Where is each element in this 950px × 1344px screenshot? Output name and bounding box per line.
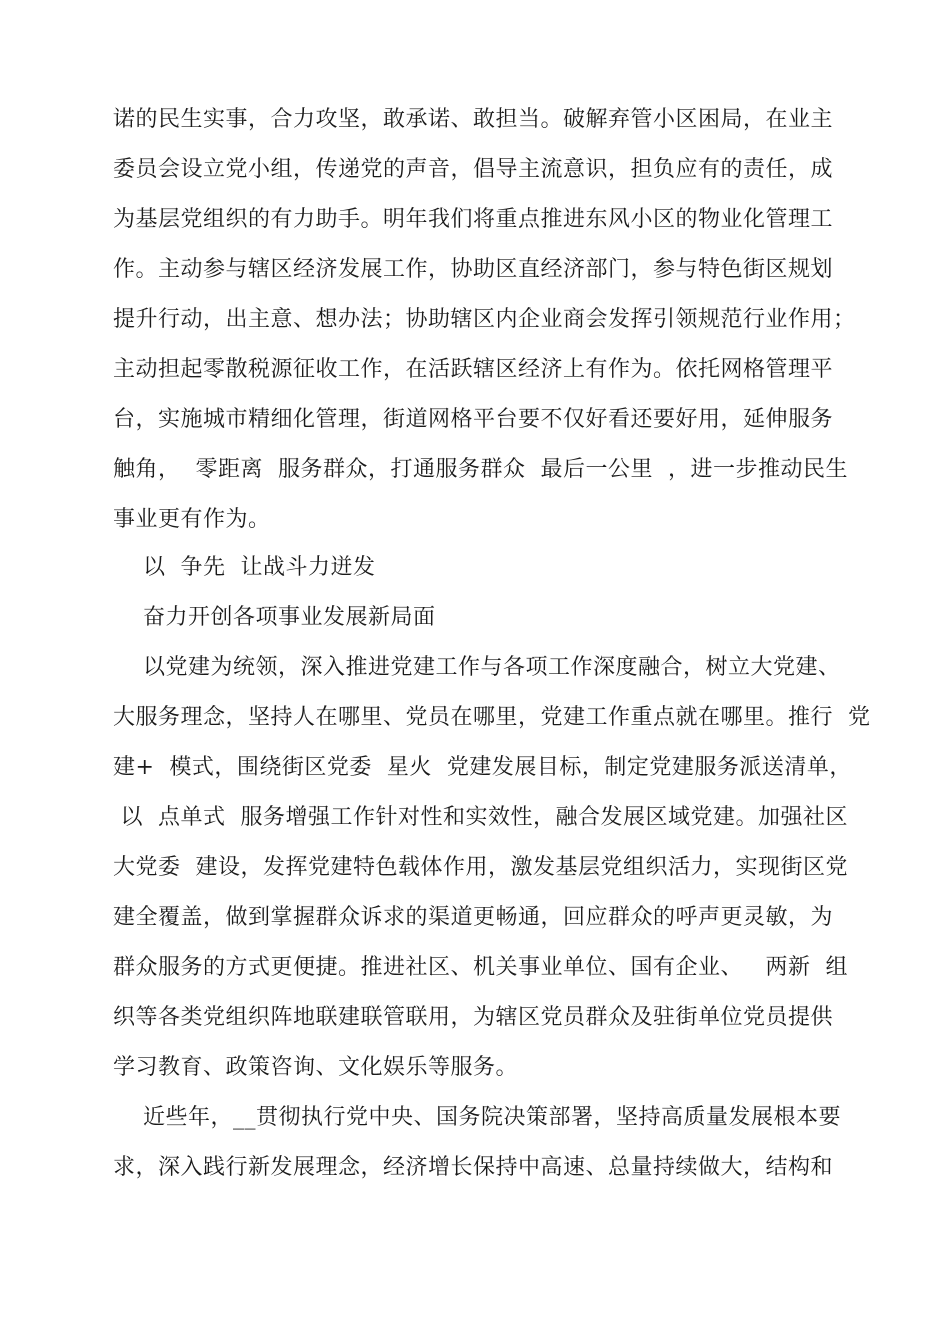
text-line: 求，深入践行新发展理念，经济增长保持中高速、总量持续做大，结构和: [113, 1155, 834, 1180]
text-line: 建+ 模式，围绕街区党委 星火 党建发展目标，制定党建服务派送清单，: [113, 755, 852, 780]
text-line: 建全覆盖，做到掌握群众诉求的渠道更畅通，回应群众的呼声更灵敏，为: [113, 905, 834, 930]
text-line: 大服务理念，坚持人在哪里、党员在哪里，党建工作重点就在哪里。推行 党: [113, 705, 871, 730]
text-line: 群众服务的方式更便捷。推进社区、机关事业单位、国有企业、 两新 组: [113, 955, 848, 980]
text-line: 提升行动，出主意、想办法；协助辖区内企业商会发挥引领规范行业作用；: [113, 307, 856, 332]
text-line: 学习教育、政策咨询、文化娱乐等服务。: [113, 1055, 519, 1080]
text-line: 为基层党组织的有力助手。明年我们将重点推进东风小区的物业化管理工: [113, 207, 834, 232]
text-line: 主动担起零散税源征收工作，在活跃辖区经济上有作为。依托网格管理平: [113, 357, 834, 382]
text-line: 以 点单式 服务增强工作针对性和实效性，融合发展区域党建。加强社区: [113, 805, 848, 830]
text-line: 近些年，__贯彻执行党中央、国务院决策部署，坚持高质量发展根本要: [113, 1105, 841, 1130]
section-subheading: 奋力开创各项事业发展新局面: [113, 605, 436, 630]
section-heading: 以 争先 让战斗力迸发: [113, 555, 376, 580]
text-line: 以党建为统领，深入推进党建工作与各项工作深度融合，树立大党建、: [113, 655, 841, 680]
text-line: 织等各类党组织阵地联建联管联用，为辖区党员群众及驻街单位党员提供: [113, 1005, 834, 1030]
text-line: 委员会设立党小组，传递党的声音，倡导主流意识，担负应有的责任，成: [113, 157, 834, 182]
text-line: 诺的民生实事，合力攻坚，敢承诺、敢担当。破解弃管小区困局，在业主: [113, 107, 834, 132]
text-line: 台，实施城市精细化管理，街道网格平台要不仅好看还要好用，延伸服务: [113, 407, 834, 432]
text-line: 事业更有作为。: [113, 507, 271, 532]
text-line: 大党委 建设，发挥党建特色载体作用，激发基层党组织活力，实现街区党: [113, 855, 848, 880]
text-line: 触角， 零距离 服务群众，打通服务群众 最后一公里 ，进一步推动民生: [113, 457, 848, 482]
text-line: 作。主动参与辖区经济发展工作，协助区直经济部门，参与特色街区规划: [113, 257, 834, 282]
